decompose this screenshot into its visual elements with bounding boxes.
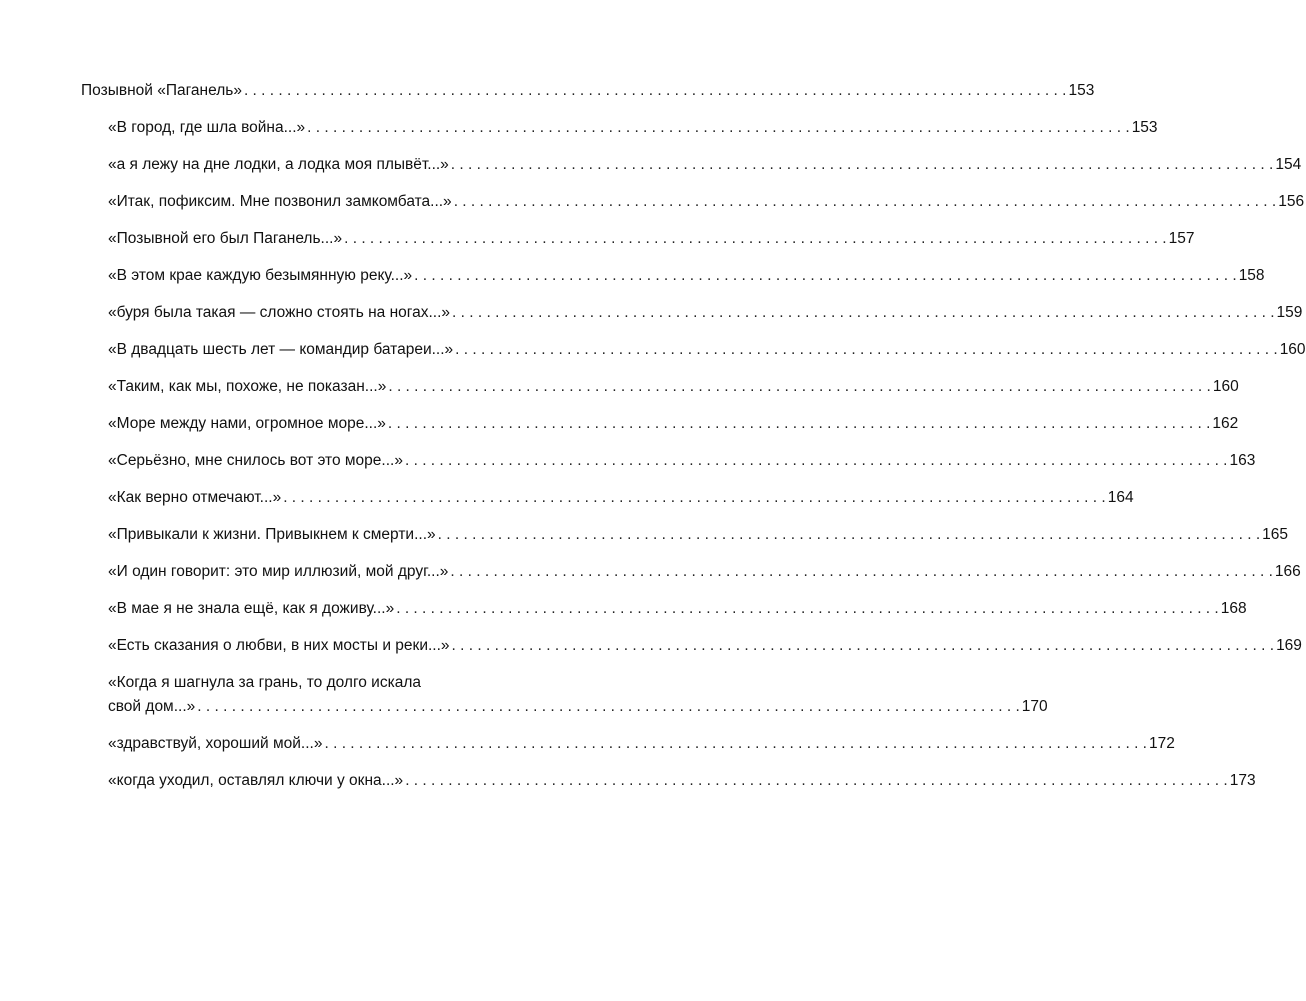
toc-entry-title: «В город, где шла война...» — [108, 119, 306, 136]
toc-entry-page: 158 — [1238, 267, 1265, 284]
table-of-contents — [81, 79, 1306, 806]
toc-entry[interactable] — [81, 449, 1256, 473]
dot-leader — [450, 560, 1273, 584]
toc-entry[interactable] — [81, 227, 1195, 251]
toc-entry[interactable] — [81, 412, 1239, 436]
dot-leader — [197, 695, 1020, 719]
dot-leader — [388, 375, 1211, 399]
dot-leader — [283, 486, 1106, 510]
toc-entry-page: 160 — [1279, 341, 1306, 358]
toc-entry-title: «В двадцать шесть лет — командир батареи...» — [108, 341, 454, 358]
toc-entry-title: «В мае я не знала ещё, как я доживу...» — [108, 600, 395, 617]
toc-entry[interactable] — [81, 116, 1158, 140]
toc-entry-page: 159 — [1276, 304, 1303, 321]
toc-entry-title: «Есть сказания о любви, в них мосты и реки...» — [108, 637, 450, 654]
dot-leader — [396, 597, 1219, 621]
toc-entry-title: «а я лежу на дне лодки, а лодка моя плывёт...» — [108, 156, 449, 173]
dot-leader — [405, 769, 1228, 793]
dot-leader — [452, 301, 1275, 325]
toc-entry-page: 162 — [1212, 415, 1239, 432]
toc-entry[interactable] — [81, 375, 1239, 399]
dot-leader — [324, 732, 1147, 756]
toc-entry[interactable] — [81, 769, 1256, 793]
toc-entry-title: Позывной «Паганель» — [81, 82, 242, 99]
toc-entry-title: «Итак, пофиксим. Мне позвонил замкомбата...» — [108, 193, 452, 210]
toc-entry-page: 166 — [1274, 563, 1301, 580]
toc-entry[interactable] — [81, 634, 1302, 658]
toc-entry-page: 165 — [1262, 526, 1289, 543]
toc-entry-title: «Таким, как мы, похоже, не показан...» — [108, 378, 387, 395]
toc-entry-page: 170 — [1021, 698, 1048, 715]
toc-entry[interactable] — [81, 732, 1175, 756]
toc-entry[interactable] — [81, 597, 1247, 621]
toc-entry-page: 168 — [1220, 600, 1247, 617]
toc-entry-title-line2: свой дом...» — [108, 698, 196, 715]
toc-entry[interactable] — [81, 486, 1134, 510]
dot-leader — [307, 116, 1130, 140]
toc-entry[interactable] — [81, 560, 1301, 584]
toc-entry[interactable] — [81, 264, 1265, 288]
dot-leader — [244, 79, 1067, 103]
dot-leader — [455, 338, 1278, 362]
toc-entry-multiline[interactable] — [81, 671, 1048, 719]
dot-leader — [451, 153, 1274, 177]
dot-leader — [344, 227, 1167, 251]
toc-entry-page: 169 — [1276, 637, 1302, 654]
toc-entry-title: «Позывной его был Паганель...» — [108, 230, 343, 247]
dot-leader — [405, 449, 1228, 473]
toc-entry-title: «когда уходил, оставлял ключи у окна...» — [108, 772, 404, 789]
dot-leader — [454, 190, 1277, 214]
toc-entry-page: 172 — [1149, 735, 1175, 752]
toc-entry-title: «Как верно отмечают...» — [108, 489, 282, 506]
toc-entry-title: «В этом крае каждую безымянную реку...» — [108, 267, 413, 284]
toc-entry-page: 163 — [1229, 452, 1256, 469]
toc-entry-title: «Море между нами, огромное море...» — [108, 415, 386, 432]
toc-entry[interactable] — [81, 190, 1305, 214]
toc-entry[interactable] — [81, 523, 1289, 547]
toc-entry-title: «здравствуй, хороший мой...» — [108, 735, 323, 752]
dot-leader — [438, 523, 1261, 547]
dot-leader — [452, 634, 1275, 658]
toc-entry-page: 153 — [1068, 82, 1095, 99]
toc-entry[interactable] — [81, 301, 1303, 325]
toc-entry-title: «Привыкали к жизни. Привыкнем к смерти...» — [108, 526, 436, 543]
toc-entry[interactable] — [81, 338, 1306, 362]
toc-entry-title: «И один говорит: это мир иллюзий, мой друг...» — [108, 563, 449, 580]
dot-leader — [414, 264, 1237, 288]
toc-entry-page: 154 — [1275, 156, 1302, 173]
toc-entry-title: «буря была такая — сложно стоять на ногах...» — [108, 304, 450, 321]
toc-entry[interactable] — [81, 79, 1095, 103]
toc-entry-page: 156 — [1278, 193, 1305, 210]
toc-entry-title: «Серьёзно, мне снилось вот это море...» — [108, 452, 403, 469]
toc-entry-page: 153 — [1131, 119, 1158, 136]
toc-entry-page: 164 — [1107, 489, 1134, 506]
toc-entry-page: 160 — [1212, 378, 1239, 395]
dot-leader — [388, 412, 1211, 436]
toc-entry-page: 157 — [1168, 230, 1195, 247]
toc-entry[interactable] — [81, 153, 1302, 177]
toc-entry-page: 173 — [1229, 772, 1256, 789]
toc-entry-title-line1: «Когда я шагнула за грань, то долго искала — [108, 674, 421, 691]
